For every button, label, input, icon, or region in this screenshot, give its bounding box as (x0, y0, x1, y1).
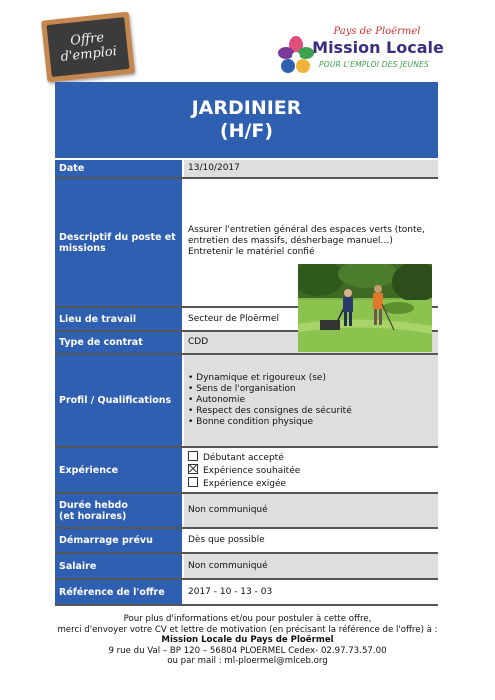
profil-item: • Sens de l'organisation (188, 384, 296, 394)
checkbox-debutant[interactable] (188, 451, 198, 461)
row-label: Salaire (55, 554, 182, 578)
row-label: Référence de l'offre (55, 580, 182, 604)
job-title-box (55, 82, 438, 158)
row-value: 13/10/2017 (184, 160, 438, 177)
row-value (184, 355, 438, 446)
option-label: Expérience exigée (203, 478, 287, 489)
profil-item: • Autonomie (188, 395, 246, 405)
footer-line: Pour plus d'informations et/ou pour postuler à cette offre, (123, 614, 372, 624)
row-label: Descriptif du poste et missions (55, 179, 182, 306)
row-value: CDD (184, 332, 438, 353)
profil-item: • Respect des consignes de sécurité (188, 406, 352, 416)
row-label: Profil / Qualifications (55, 355, 182, 446)
row-label: Expérience (55, 448, 182, 492)
badge-line-2: d'emploi (59, 44, 118, 65)
experience-option (188, 477, 438, 490)
mission-locale-logo (272, 26, 442, 76)
badge-line-1: Offre (69, 30, 105, 49)
footer-address: 9 rue du Val – BP 120 – 56804 PLOERMEL Cedex- 02.97.73.57.00 (108, 645, 387, 656)
job-title: JARDINIER (191, 97, 302, 119)
gardeners-photo (298, 264, 432, 352)
desc-line: Assurer l'entretien général des espaces verts (tonte, (188, 225, 425, 235)
experience-option (188, 464, 438, 477)
row-reference (55, 580, 438, 606)
job-title-gender: (H/F) (219, 120, 274, 142)
row-value: Non communiqué (184, 494, 438, 527)
row-date (55, 160, 438, 179)
row-label: Démarrage prévu (55, 529, 182, 552)
row-demarrage (55, 529, 438, 554)
row-duree (55, 494, 438, 529)
footer-contact (0, 614, 495, 667)
row-profil (55, 355, 438, 448)
desc-line: entretien des massifs, désherbage manuel…) (188, 236, 393, 246)
row-value: Non communiqué (184, 554, 438, 578)
chalkboard (46, 17, 129, 77)
row-label: Lieu de travail (55, 308, 182, 330)
row-value: 2017 - 10 - 13 - 03 (184, 580, 438, 604)
profil-item: • Bonne condition physique (188, 417, 314, 427)
row-salaire (55, 554, 438, 580)
footer-org-name: Mission Locale du Pays de Ploërmel (161, 635, 334, 646)
logo-name: Mission Locale (312, 38, 444, 57)
checkbox-exigee[interactable] (188, 477, 198, 487)
row-label: Type de contrat (55, 332, 182, 353)
row-value (184, 448, 438, 492)
experience-option (188, 451, 438, 464)
footer-line: merci d'envoyer votre CV et lettre de motivation (en précisant la référence de l'offre) à : (57, 624, 438, 635)
option-label: Expérience souhaitée (203, 465, 301, 476)
footer-email: ou par mail : ml-ploermel@mlceb.org (167, 656, 328, 667)
label-line: Durée hebdo (59, 499, 128, 511)
option-label: Débutant accepté (203, 452, 284, 463)
label-line: (et horaires) (59, 510, 127, 522)
row-value: Secteur de Ploërmel (184, 308, 438, 330)
row-value: Dès que possible (184, 529, 438, 552)
profil-item: • Dynamique et rigoureux (se) (188, 373, 326, 383)
offre-emploi-badge (41, 12, 135, 83)
row-label: Date (55, 160, 182, 177)
row-experience (55, 448, 438, 494)
logo-pays: Pays de Ploërmel (333, 26, 421, 37)
row-label (55, 494, 182, 527)
checkbox-souhaitee[interactable] (188, 464, 198, 474)
logo-tagline: POUR L'EMPLOI DES JEUNES (319, 60, 429, 69)
desc-line: Entretenir le matériel confié (188, 247, 315, 257)
